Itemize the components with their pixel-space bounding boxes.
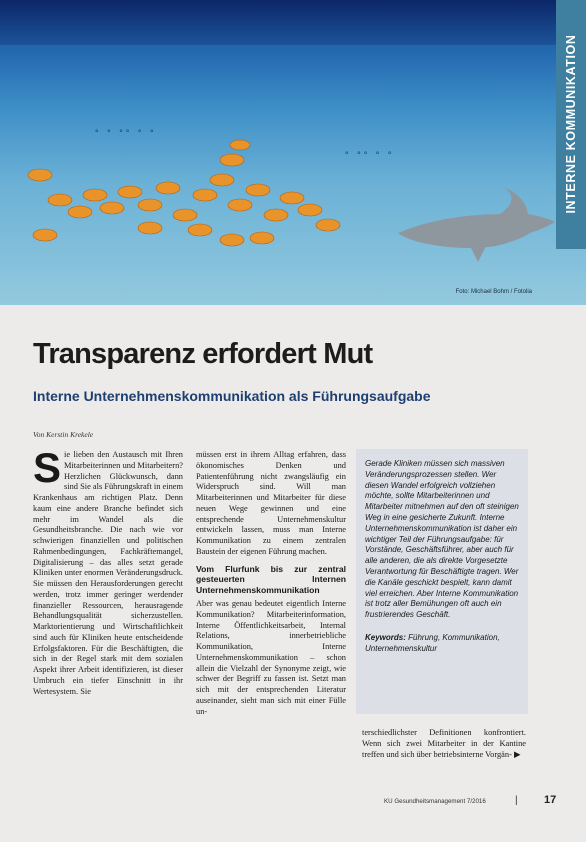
article-title: Transparenz erfordert Mut [33, 338, 373, 370]
column-3-text: terschiedlichster Definitionen konfrontiert. Wenn sich zwei Mitarbeiter in der Kantine treffen und sich über betriebsinterne Vorgän- ▶ [362, 728, 526, 759]
keywords-text: Führung, Kommunikation, Unternehmenskultur [365, 632, 500, 653]
section-heading: Vom Flurfunk bis zur zentral gesteuerten Internen Unternehmenskommunikation [196, 563, 346, 595]
column-2-text: müssen erst in ihrem Alltag erfahren, dass ökonomisches Denken und Patientenführung nicht zwangsläufig ein Widerspruch sind. Will man Mitarbeiterinnen und Mitarbeiter für diese neuen Wege gewinnen und eine entsprechende Unternehmenskultur entwickeln lassen, muss man Interne Kommunikation zu einem zentralen Baustein der eigenen Führung machen. [196, 450, 346, 556]
column-3 [362, 728, 526, 760]
fish-school-illustration [0, 0, 586, 305]
abstract-box [356, 449, 528, 714]
column-2 [196, 450, 346, 717]
bubbles-decoration: ° °° ° ° [345, 150, 395, 160]
footer-separator: | [515, 795, 518, 806]
section-tab-label: INTERNE KOMMUNIKATION [564, 34, 578, 214]
article-subtitle: Interne Unternehmenskommunikation als Führungsaufgabe [33, 388, 431, 404]
keywords-label: Keywords: [365, 632, 406, 642]
column-1 [33, 444, 183, 697]
keywords [365, 633, 519, 655]
photo-credit: Foto: Michael Bohm / Fotolia [455, 289, 532, 295]
section-tab [556, 0, 586, 249]
column-1-text: ie lieben den Austausch mit Ihren Mitarbeiterinnen und Mitarbeitern? Herzlichen Glückwunsch, dann sind Sie als Führungskraft in einem Krankenhaus am richtigen Platz. Denn kaum eine andere Branche befindet sich mehr im Wandel als die Gesundheitsbranche. Die nach wie vor schwierigen finanziellen und politischen Rahmenbedingungen, Fachkräftemangel, Digitalisierung – das alles setzt gerade Kliniken unter enormen Veränderungsdruck. Sie müssen den Herausforderungen gerecht werden, trotz immer geringer werdender finanzieller Ressourcen, herausragende Behandlungsqualität sicherzustellen. Marktorientierung und Wirtschaftlichkeit sind auch für Kliniken heute entscheidende Erfolgsfaktoren. Für die Beschäftigten, die sich in der Regel stark mit dem sozialen Aspekt ihrer Arbeit identifizieren, ist dieser Umbruch ein tiefer Einschnitt in ihr Wertesystem. Sie [33, 450, 183, 696]
footer-journal: KU Gesundheitsmanagement 7/2016 [384, 798, 486, 805]
abstract-text: Gerade Kliniken müssen sich massiven Veränderungsprozessen stellen. Wer diesen Wandel erfolgreich vollziehen möchte, sollte Mitarbeiterinnen und Mitarbeiter mitnehmen auf den oft steinigen Weg in eine gesicherte Zukunft. Interne Unternehmenskommunikation ist daher ein wichtiger Teil der Führungsaufgabe: für Vorstände, Geschäftsführer, aber auch für alle anderen, die als direkte Vorgesetzte Verantwortung für Beschäftigte tragen. Wer die Kanäle geschickt bespielt, kann damit viel erreichen. Aber Interne Kommunikation ist trotz aller Bemühungen oft auch ein frustrierendes Geschäft. [365, 459, 519, 620]
dropcap: S [33, 444, 62, 491]
bubbles-decoration: ° ° °° ° ° [95, 128, 157, 138]
page-number: 17 [544, 794, 557, 806]
column-2-text-continued: Aber was genau bedeutet eigentlich Interne Kommunikation? Mitarbeiterinformation, Interne Öffentlichkeitsarbeit, Internal Relations, innerbetriebliche Kommunikation, Interne Unternehmenskommunikation – schon allein die Vielzahl der Synonyme zeigt, wie schwer der Begriff zu fassen ist. Setzt man sich mit der entsprechenden Literatur auseinander, sieht man sich mit einer Fülle un- [196, 599, 346, 716]
byline: Von Kerstin Krekele [33, 430, 94, 439]
hero-photo [0, 0, 586, 305]
